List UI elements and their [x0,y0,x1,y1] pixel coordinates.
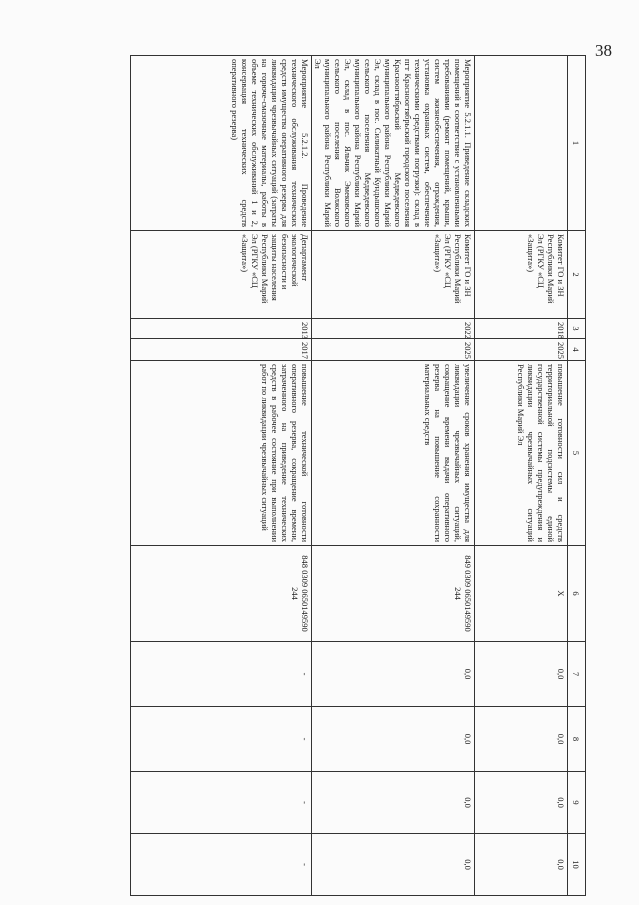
value-cell: - [131,642,312,707]
header-cell: 9 [568,772,586,834]
result-cell: повышение технической готовности оперативного резерва, сокращение времени, затраченного на приведение технических средств в рабочее состояние при выполнении работ по ликвидации чрезвычайных ситуаций [131,361,312,546]
start-year-cell: 2022 [312,319,475,339]
activity-cell: Мероприятие 5.2.1.2. Проведение технического обслуживания технических средств имущества оперативного резерва для ликвидации чрезвычайных ситуаций (затраты на горюче-смазочные материалы, работы в объеме технических обслуживаний 1 и 2, консервация технических средств оперативного резерва) [131,56,312,231]
header-cell: 2 [568,231,586,319]
value-cell: 0,0 [312,707,475,772]
end-year-cell: 2025 [312,339,475,361]
budget-code-cell: X [475,546,568,642]
rotated-table-wrapper [116,55,586,895]
value-cell: 0,0 [475,772,568,834]
header-cell: 1 [568,56,586,231]
value-cell: 0,0 [312,834,475,896]
header-cell: 7 [568,642,586,707]
page-number: 38 [595,41,612,60]
result-cell: повышение готовности сил и средств территориальной подсистемы единой государственной системы предупреждения и ликвидации чрезвычайных ситуаций Республики Марий Эл [475,361,568,546]
executor-cell: Комитет ГО и ЗН Республики Марий Эл (РГКУ «СЦ «Защита») [475,231,568,319]
end-year-cell: 2025 [475,339,568,361]
end-year-cell: 2017 [131,339,312,361]
result-cell: увеличение сроков хранения имущества для ликвидации чрезвычайных ситуаций, сокращение времени выдачи оперативного резерва на повышение сохранности материальных средств [312,361,475,546]
value-cell: - [131,834,312,896]
header-cell: 8 [568,707,586,772]
value-cell: - [131,707,312,772]
start-year-cell: 2013 [131,319,312,339]
value-cell: 0,0 [475,707,568,772]
program-table [130,55,586,896]
header-cell: 6 [568,546,586,642]
activity-cell [475,56,568,231]
value-cell: 0,0 [312,772,475,834]
table-row [475,56,568,896]
value-cell: - [131,772,312,834]
header-cell: 10 [568,834,586,896]
header-cell: 5 [568,361,586,546]
activity-cell: Мероприятие 5.2.1.1. Приведение складских помещений в соответствие с установленными требованиями (ремонт помещений, крыши, систем жизнеобеспечения, ограждения, установка охранных систем, обеспечение техническими средствами погрузки): склад в пгт Красноогтябрьский городского поселения Красноогтябрьский Медведевского муниципального района Республики Марий Эл, склад в пос. Силикатный Кундышского сельского поселения Медведевского муниципального района Республики Марий Эл, склад в пос. Яльчик Эмековского сельского поселения Волжского муниципального района Республики Марий Эл [312,56,475,231]
header-cell: 4 [568,339,586,361]
executor-cell: Комитет ГО и ЗН Республики Марий Эл (РГКУ «СЦ «Защита») [312,231,475,319]
value-cell: 0,0 [475,642,568,707]
table-row [131,56,312,896]
executor-cell: Департамент экологической безопасности и защиты населения Республики Марий Эл (РГКУ «СЦ «Защита») [131,231,312,319]
header-row [568,56,586,896]
budget-code-cell: 849 0309 0650149590 244 [312,546,475,642]
table-row [312,56,475,896]
start-year-cell: 2018 [475,319,568,339]
budget-code-cell: 848 0309 0650149590 244 [131,546,312,642]
header-cell: 3 [568,319,586,339]
value-cell: 0,0 [312,642,475,707]
value-cell: 0,0 [475,834,568,896]
